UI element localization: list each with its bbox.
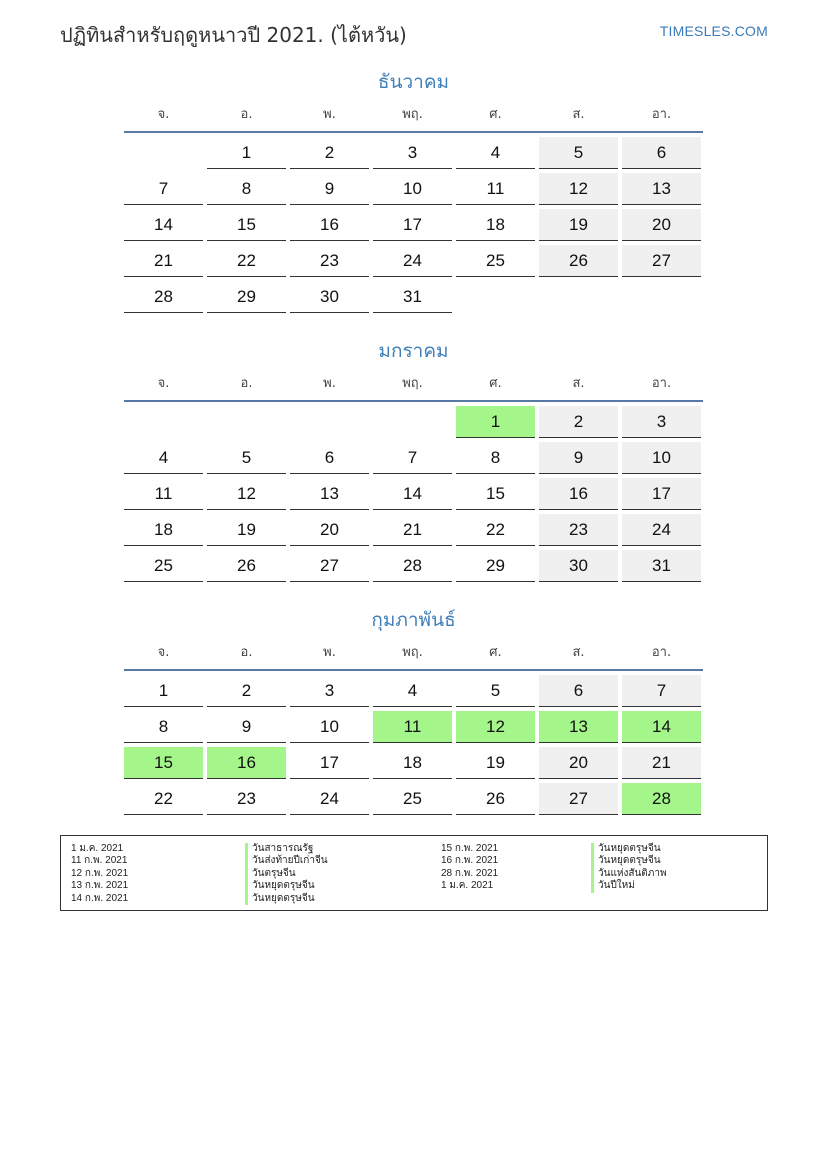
- week-row: [124, 783, 703, 815]
- weekend-cell: 5: [539, 137, 618, 169]
- day-cell: 3: [290, 675, 369, 707]
- weekend-cell: 6: [622, 137, 701, 169]
- holiday-cell: 14: [622, 711, 701, 743]
- day-cell: 28: [373, 550, 452, 582]
- weekday-label: ส.: [572, 376, 585, 391]
- holiday-cell: 13: [539, 711, 618, 743]
- day-cell: 10: [290, 711, 369, 743]
- week-row: [124, 675, 703, 707]
- weekday-label: อา.: [651, 376, 672, 391]
- legend-date: 14 ก.พ. 2021: [71, 892, 129, 904]
- legend-holiday-name: วันแห่งสันติภาพ: [591, 868, 667, 880]
- weekend-cell: 17: [622, 478, 701, 510]
- weekday-label: จ.: [157, 645, 170, 660]
- month-title: ธันวาคม: [377, 71, 450, 93]
- weekend-cell: 3: [622, 406, 701, 438]
- day-cell: 15: [456, 478, 535, 510]
- weekend-cell: 10: [622, 442, 701, 474]
- empty-cell: [539, 281, 618, 313]
- day-cell: 8: [456, 442, 535, 474]
- day-cell: 2: [207, 675, 286, 707]
- day-cell: 21: [373, 514, 452, 546]
- day-cell: 24: [373, 245, 452, 277]
- holiday-cell: 11: [373, 711, 452, 743]
- day-cell: 22: [124, 783, 203, 815]
- week-row: [124, 550, 703, 582]
- weekend-cell: 24: [622, 514, 701, 546]
- holiday-cell: 1: [456, 406, 535, 438]
- weekday-label: พ.: [323, 645, 336, 660]
- empty-cell: [373, 406, 452, 438]
- week-row: [124, 406, 703, 438]
- holiday-cell: 15: [124, 747, 203, 779]
- day-cell: 31: [373, 281, 452, 313]
- holiday-legend: [60, 835, 768, 911]
- legend-date: 1 ม.ค. 2021: [441, 880, 494, 892]
- day-cell: 25: [456, 245, 535, 277]
- day-cell: 30: [290, 281, 369, 313]
- day-cell: 8: [124, 711, 203, 743]
- legend-date: 1 ม.ค. 2021: [71, 843, 124, 854]
- day-grid: [124, 406, 703, 582]
- day-cell: 1: [207, 137, 286, 169]
- day-cell: 18: [124, 514, 203, 546]
- empty-cell: [207, 406, 286, 438]
- weekday-label: อา.: [651, 107, 672, 122]
- week-row: [124, 245, 703, 277]
- weekend-cell: 20: [622, 209, 701, 241]
- week-row: [124, 514, 703, 546]
- legend-names-2: [591, 843, 667, 893]
- day-cell: 19: [207, 514, 286, 546]
- legend-holiday-name: วันปีใหม่: [591, 880, 667, 892]
- weekend-cell: 21: [622, 747, 701, 779]
- empty-cell: [290, 406, 369, 438]
- day-cell: 14: [124, 209, 203, 241]
- weekday-label: พฤ.: [402, 376, 423, 391]
- legend-holiday-name: วันหยุดตรุษจีน: [591, 855, 667, 867]
- weekend-cell: 2: [539, 406, 618, 438]
- weekend-cell: 9: [539, 442, 618, 474]
- week-row: [124, 209, 703, 241]
- day-cell: 15: [207, 209, 286, 241]
- legend-date: 28 ก.พ. 2021: [441, 867, 499, 879]
- weekend-cell: 19: [539, 209, 618, 241]
- legend-holiday-name: วันหยุดตรุษจีน: [245, 880, 328, 892]
- holiday-cell: 28: [622, 783, 701, 815]
- weekday-label: พฤ.: [402, 107, 423, 122]
- legend-dates-2: [441, 843, 498, 893]
- day-cell: 4: [373, 675, 452, 707]
- day-cell: 2: [290, 137, 369, 169]
- weekday-label: อ.: [240, 376, 253, 391]
- day-grid: [124, 675, 703, 815]
- day-cell: 22: [207, 245, 286, 277]
- holiday-cell: 12: [456, 711, 535, 743]
- week-row: [124, 173, 703, 205]
- day-cell: 9: [290, 173, 369, 205]
- day-cell: 10: [373, 173, 452, 205]
- week-row: [124, 747, 703, 779]
- day-cell: 26: [456, 783, 535, 815]
- legend-date: 15 ก.พ. 2021: [441, 843, 499, 854]
- weekday-label: อา.: [651, 645, 672, 660]
- day-cell: 17: [373, 209, 452, 241]
- day-cell: 29: [456, 550, 535, 582]
- weekday-label: พ.: [323, 376, 336, 391]
- empty-cell: [124, 137, 203, 169]
- weekday-label: อ.: [240, 107, 253, 122]
- day-cell: 14: [373, 478, 452, 510]
- week-row: [124, 137, 703, 169]
- weekend-cell: 20: [539, 747, 618, 779]
- legend-holiday-name: วันสาธารณรัฐ: [245, 843, 328, 855]
- day-cell: 18: [456, 209, 535, 241]
- day-cell: 26: [207, 550, 286, 582]
- month-december: [124, 68, 703, 317]
- weekday-label: พ.: [323, 107, 336, 122]
- day-cell: 12: [207, 478, 286, 510]
- site-link[interactable]: TIMESLES.COM: [659, 23, 768, 39]
- month-january: [124, 337, 703, 586]
- legend-names-1: [245, 843, 328, 905]
- month-title: มกราคม: [378, 340, 449, 362]
- weekend-cell: 27: [622, 245, 701, 277]
- day-cell: 27: [290, 550, 369, 582]
- day-cell: 24: [290, 783, 369, 815]
- day-cell: 21: [124, 245, 203, 277]
- day-grid: [124, 137, 703, 313]
- day-cell: 18: [373, 747, 452, 779]
- day-cell: 13: [290, 478, 369, 510]
- weekday-label: ส.: [572, 645, 585, 660]
- weekday-label: ศ.: [489, 376, 502, 391]
- day-cell: 25: [373, 783, 452, 815]
- legend-holiday-name: วันหยุดตรุษจีน: [591, 843, 667, 855]
- day-cell: 23: [207, 783, 286, 815]
- day-cell: 16: [290, 209, 369, 241]
- weekend-cell: 12: [539, 173, 618, 205]
- day-cell: 11: [456, 173, 535, 205]
- legend-date: 16 ก.พ. 2021: [441, 855, 499, 867]
- day-cell: 25: [124, 550, 203, 582]
- weekend-cell: 31: [622, 550, 701, 582]
- day-cell: 7: [124, 173, 203, 205]
- weekend-cell: 6: [539, 675, 618, 707]
- header-divider: [124, 131, 703, 133]
- empty-cell: [456, 281, 535, 313]
- weekday-label: อ.: [240, 645, 253, 660]
- month-title: กุมภาพันธ์: [371, 609, 456, 631]
- weekday-label: พฤ.: [402, 645, 423, 660]
- weekend-cell: 23: [539, 514, 618, 546]
- weekday-label: ศ.: [489, 107, 502, 122]
- day-cell: 4: [456, 137, 535, 169]
- day-cell: 19: [456, 747, 535, 779]
- weekday-label: ส.: [572, 107, 585, 122]
- weekend-cell: 7: [622, 675, 701, 707]
- day-cell: 20: [290, 514, 369, 546]
- day-cell: 1: [124, 675, 203, 707]
- empty-cell: [622, 281, 701, 313]
- legend-holiday-name: วันตรุษจีน: [245, 868, 328, 880]
- weekday-header: [124, 373, 703, 395]
- week-row: [124, 711, 703, 743]
- legend-holiday-name: วันหยุดตรุษจีน: [245, 893, 328, 905]
- day-cell: 6: [290, 442, 369, 474]
- legend-dates-1: [71, 843, 128, 905]
- page-title: ปฏิทินสำหรับฤดูหนาวปี 2021. (ไต้หวัน): [60, 23, 407, 47]
- legend-date: 12 ก.พ. 2021: [71, 867, 129, 879]
- weekday-label: จ.: [157, 107, 170, 122]
- day-cell: 4: [124, 442, 203, 474]
- day-cell: 3: [373, 137, 452, 169]
- weekend-cell: 30: [539, 550, 618, 582]
- week-row: [124, 442, 703, 474]
- header-divider: [124, 400, 703, 402]
- weekday-header: [124, 104, 703, 126]
- legend-date: 13 ก.พ. 2021: [71, 880, 129, 892]
- day-cell: 5: [207, 442, 286, 474]
- weekday-label: ศ.: [489, 645, 502, 660]
- legend-date: 11 ก.พ. 2021: [71, 855, 128, 867]
- weekday-header: [124, 642, 703, 664]
- day-cell: 7: [373, 442, 452, 474]
- header-divider: [124, 669, 703, 671]
- day-cell: 9: [207, 711, 286, 743]
- day-cell: 8: [207, 173, 286, 205]
- day-cell: 17: [290, 747, 369, 779]
- month-february: [124, 606, 703, 819]
- weekday-label: จ.: [157, 376, 170, 391]
- legend-holiday-name: วันส่งท้ายปีเก่าจีน: [245, 855, 328, 867]
- weekend-cell: 16: [539, 478, 618, 510]
- day-cell: 28: [124, 281, 203, 313]
- day-cell: 11: [124, 478, 203, 510]
- holiday-cell: 16: [207, 747, 286, 779]
- weekend-cell: 26: [539, 245, 618, 277]
- day-cell: 23: [290, 245, 369, 277]
- day-cell: 22: [456, 514, 535, 546]
- day-cell: 29: [207, 281, 286, 313]
- week-row: [124, 281, 703, 313]
- day-cell: 5: [456, 675, 535, 707]
- weekend-cell: 13: [622, 173, 701, 205]
- empty-cell: [124, 406, 203, 438]
- week-row: [124, 478, 703, 510]
- weekend-cell: 27: [539, 783, 618, 815]
